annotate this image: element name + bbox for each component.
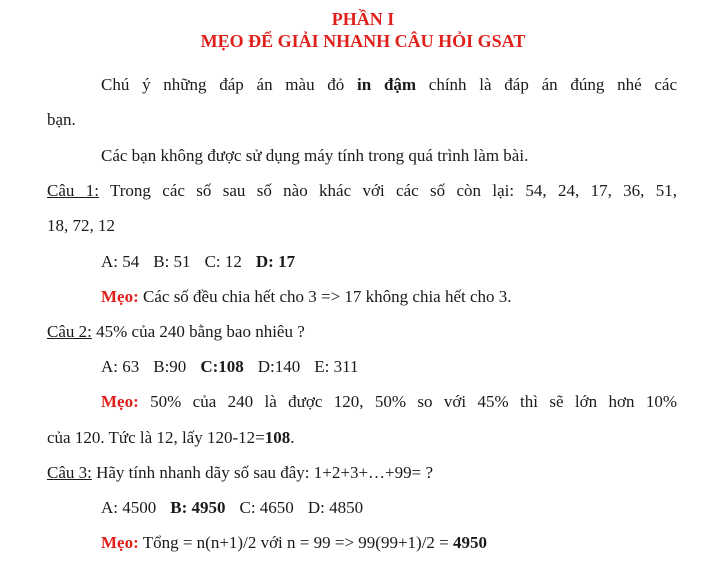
answer-value: 108 xyxy=(264,428,291,447)
intro-paragraph-1: Chú ý những đáp án màu đỏ in đậm chính là đáp án đúng nhé các xyxy=(101,75,677,94)
question-3-options xyxy=(101,497,677,519)
question-2-options xyxy=(101,356,677,378)
question-label: Câu 2: xyxy=(47,322,92,341)
question-3: Câu 3: Hãy tính nhanh dãy số sau đây: 1+2+3+…+99= ? xyxy=(47,463,433,482)
option-a: A: 63 xyxy=(101,357,140,376)
question-1: Câu 1: Trong các số sau số nào khác với các số còn lại: 54, 24, 17, 36, 51, xyxy=(47,181,678,200)
emphasis-text: in đậm xyxy=(357,75,417,94)
option-d-correct: D: 17 xyxy=(255,252,296,271)
intro-paragraph-1-cont: bạn. xyxy=(47,110,76,129)
question-2: Câu 2: 45% của 240 bằng bao nhiêu ? xyxy=(47,322,305,341)
question-label: Câu 3: xyxy=(47,463,92,482)
answer-value: 4950 xyxy=(453,533,488,552)
question-1-cont: 18, 72, 12 xyxy=(47,216,115,235)
option-b: B:90 xyxy=(153,357,187,376)
tip-label: Mẹo: xyxy=(101,533,139,552)
intro-paragraph-2: Các bạn không được sử dụng máy tính trong quá trình làm bài. xyxy=(101,146,529,165)
question-label: Câu 1: xyxy=(47,181,99,200)
option-b: B: 51 xyxy=(153,252,191,271)
option-c-correct: C:108 xyxy=(200,357,244,376)
question-2-tip-cont: của 120. Tức là 12, lấy 120-12=108. xyxy=(47,428,295,447)
section-subtitle: MẸO ĐỂ GIẢI NHANH CÂU HỎI GSAT xyxy=(200,31,526,51)
tip-label: Mẹo: xyxy=(101,392,139,411)
question-2-tip: Mẹo: 50% của 240 là được 120, 50% so với 45% thì sẽ lớn hơn 10% xyxy=(101,392,677,411)
tip-label: Mẹo: xyxy=(101,287,139,306)
section-title: PHẦN I xyxy=(331,9,395,29)
option-a: A: 4500 xyxy=(101,498,157,517)
question-1-options xyxy=(101,251,677,273)
question-3-tip: Mẹo: Tổng = n(n+1)/2 với n = 99 => 99(99+1)/2 = 4950 xyxy=(101,533,488,552)
option-d: D:140 xyxy=(257,357,301,376)
option-c: C: 4650 xyxy=(239,498,294,517)
option-b-correct: B: 4950 xyxy=(170,498,226,517)
question-1-tip: Mẹo: Các số đều chia hết cho 3 => 17 không chia hết cho 3. xyxy=(101,287,512,306)
option-d: D: 4850 xyxy=(307,498,364,517)
option-e: E: 311 xyxy=(314,357,359,376)
option-a: A: 54 xyxy=(101,252,140,271)
option-c: C: 12 xyxy=(204,252,242,271)
